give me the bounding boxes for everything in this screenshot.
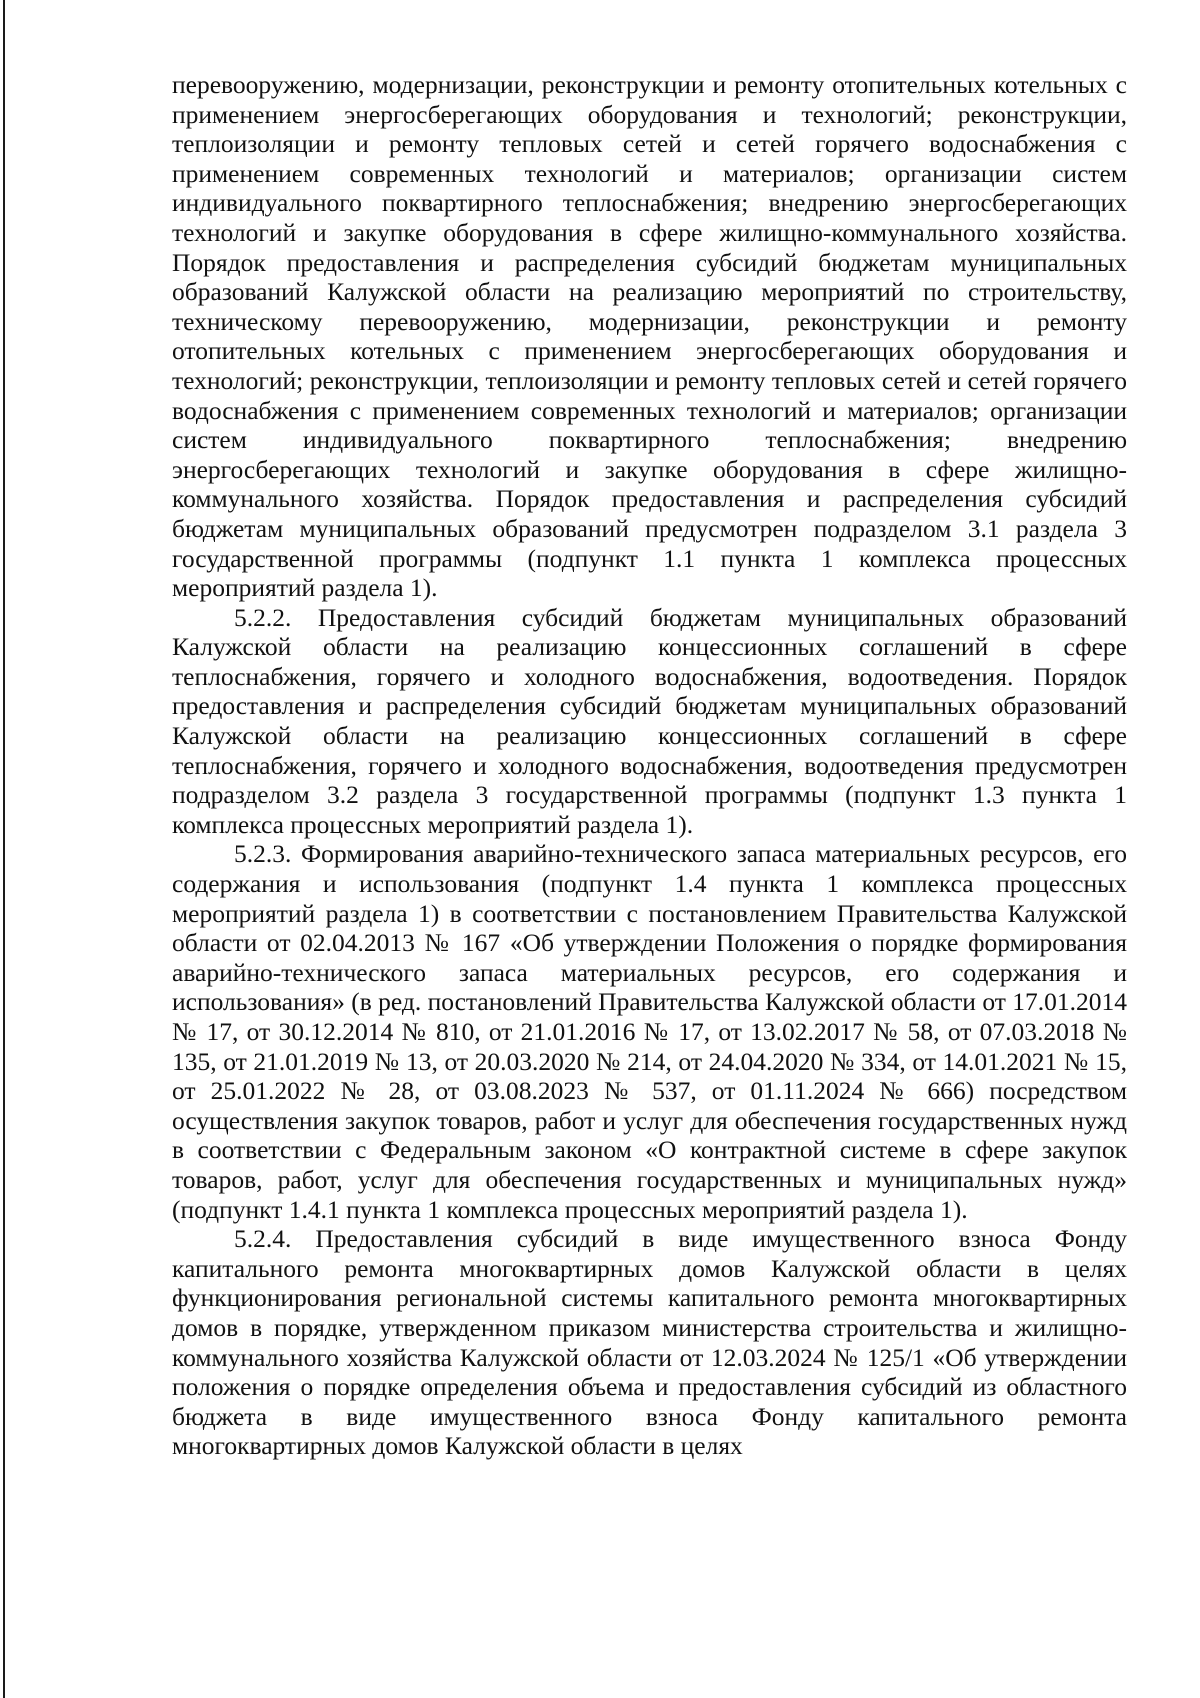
paragraph-5-2-2: 5.2.2. Предоставления субсидий бюджетам муниципальных образований Калужской области на реализацию концессионных соглашений в сфере теплоснабжения, горячего и холодного водоснабжения, водоотведения. Порядок предоставления и распределения субсидий бюджетам муниципальных образований Калужской области на реализацию концессионных соглашений в сфере теплоснабжения, горячего и холодного водоснабжения, водоотведения предусмотрен подразделом 3.2 раздела 3 государственной программы (подпункт 1.3 пункта 1 комплекса процессных мероприятий раздела 1). — [172, 602, 1127, 839]
paragraph-5-2-3: 5.2.3. Формирования аварийно-технического запаса материальных ресурсов, его содержания и использования (подпункт 1.4 пункта 1 комплекса процессных мероприятий раздела 1) в соответствии с постановлением Правительства Калужской области от 02.04.2013 № 167 «Об утверждении Положения о порядке формирования аварийно-технического запаса материальных ресурсов, его содержания и использования» (в ред. постановлений Правительства Калужской области от 17.01.2014 № 17, от 30.12.2014 № 810, от 21.01.2016 № 17, от 13.02.2017 № 58, от 07.03.2018 № 135, от 21.01.2019 № 13, от 20.03.2020 № 214, от 24.04.2020 № 334, от 14.01.2021 № 15, от 25.01.2022 № 28, от 03.08.2023 № 537, от 01.11.2024 № 666) посредством осуществления закупок товаров, работ и услуг для обеспечения государственных нужд в соответствии с Федеральным законом «О контрактной системе в сфере закупок товаров, работ, услуг для обеспечения государственных и муниципальных нужд» (подпункт 1.4.1 пункта 1 комплекса процессных мероприятий раздела 1). — [172, 839, 1128, 1224]
paragraph-continuation: перевооружению, модернизации, реконструкции и ремонту отопительных котельных с применением энергосберегающих оборудования и технологий; реконструкции, теплоизоляции и ремонту тепловых сетей и сетей горячего водоснабжения с применением современных технологий и материалов; организации систем индивидуального поквартирного теплоснабжения; внедрению энергосберегающих технологий и закупке оборудования в сфере жилищно-коммунального хозяйства. Порядок предоставления и распределения субсидий бюджетам муниципальных образований Калужской области на реализацию мероприятий по строительству, техническому перевооружению, модернизации, реконструкции и ремонту отопительных котельных с применением энергосберегающих оборудования и технологий; реконструкции, теплоизоляции и ремонту тепловых сетей и сетей горячего водоснабжения с применением современных технологий и материалов; организации систем индивидуального поквартирного теплоснабжения; внедрению энергосберегающих технологий и закупке оборудования в сфере жилищно-коммунального хозяйства. Порядок предоставления и распределения субсидий бюджетам муниципальных образований предусмотрен подразделом 3.1 раздела 3 государственной программы (подпункт 1.1 пункта 1 комплекса процессных мероприятий раздела 1). — [172, 70, 1127, 603]
paragraph-5-2-4: 5.2.4. Предоставления субсидий в виде имущественного взноса Фонду капитального ремонта многоквартирных домов Калужской области в целях функционирования региональной системы капитального ремонта многоквартирных домов в порядке, утвержденном приказом министерства строительства и жилищно-коммунального хозяйства Калужской области от 12.03.2024 № 125/1 «Об утверждении положения о порядке определения объема и предоставления субсидий из областного бюджета в виде имущественного взноса Фонду капитального ремонта многоквартирных домов Калужской области в целях — [172, 1224, 1127, 1461]
scan-edge-line — [3, 0, 5, 1698]
document-body — [172, 70, 1127, 1461]
